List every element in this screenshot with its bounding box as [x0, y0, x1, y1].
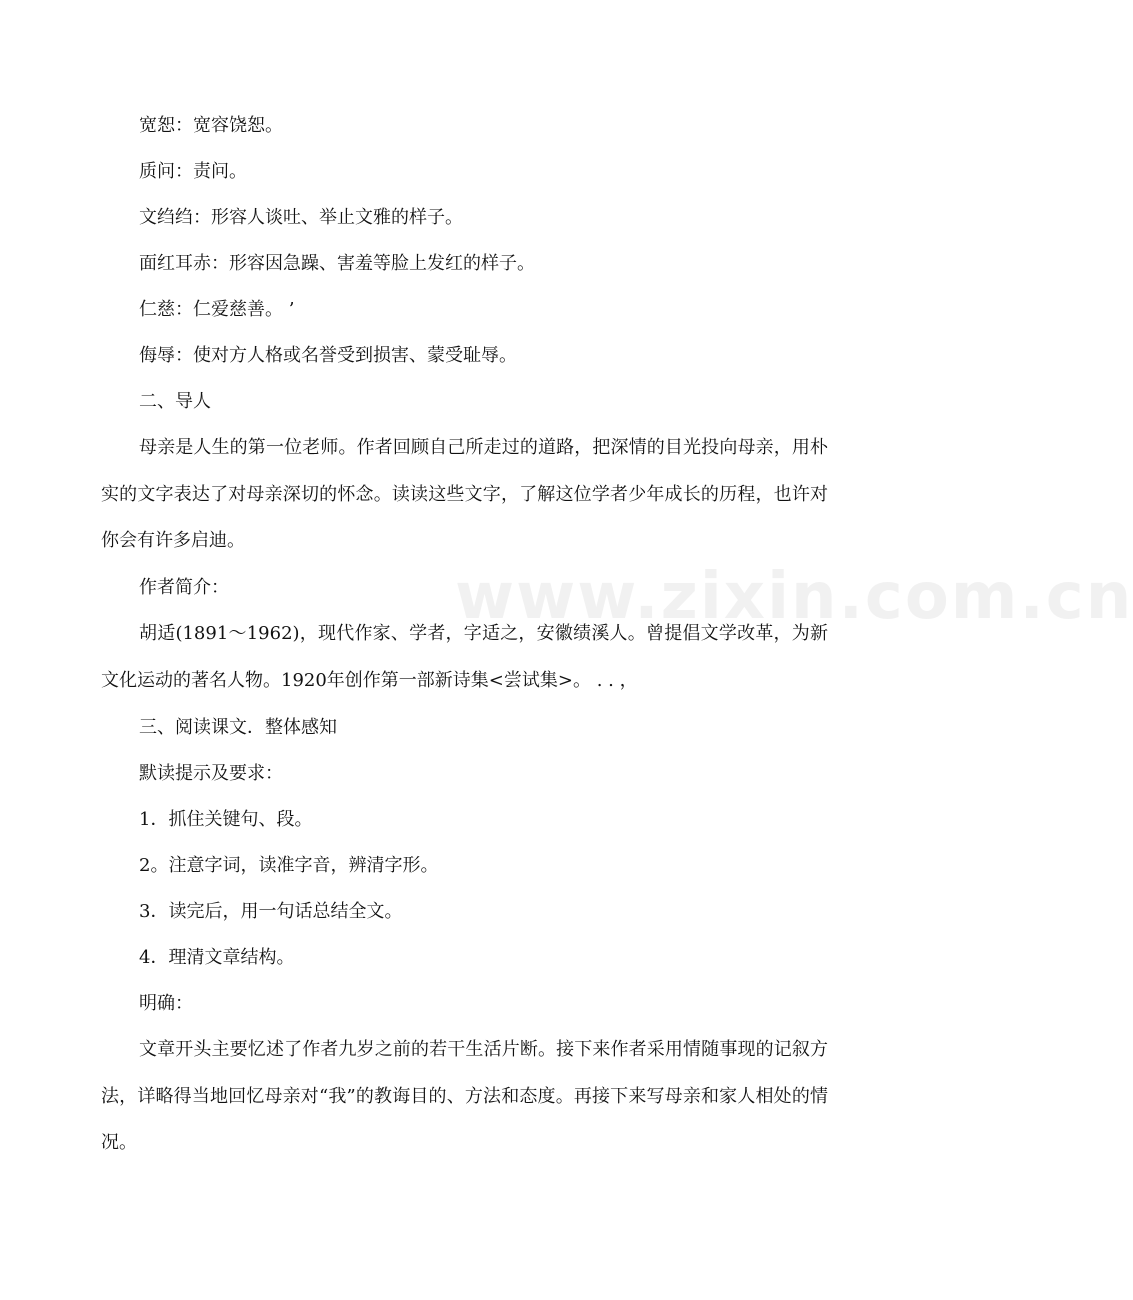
clarify-heading: 明确：: [139, 993, 193, 1014]
section-heading-reading: 三、阅读课文．整体感知: [139, 717, 337, 738]
intro-paragraph: 母亲是人生的第一位老师。作者回顾自己所走过的道路，把深情的目光投向母亲，用朴实的文字表达了对母亲深切的怀念。读读这些文字，了解这位学者少年成长的历程，也许对你会有许多启迪。: [101, 437, 828, 551]
reading-item-2: 2。注意字词，读准字音，辨清字形。: [139, 855, 439, 876]
watermark: www.zixin.com.cn: [455, 560, 1133, 634]
vocab-line-mianhongerchi: 面红耳赤：形容因急躁、害羞等脸上发红的样子。: [139, 253, 535, 274]
author-heading: 作者简介：: [139, 577, 229, 598]
vocab-line-kuanshu: 宽恕：宽容饶恕。: [139, 115, 283, 136]
vocab-line-wuru: 侮辱：使对方人格或名誉受到损害、蒙受耻辱。: [139, 345, 517, 366]
section-heading-intro: 二、导人: [139, 391, 211, 412]
reading-requirements-heading: 默读提示及要求：: [139, 763, 283, 784]
vocab-line-wenzhouzhou: 文绉绉：形容人谈吐、举止文雅的样子。: [139, 207, 463, 228]
reading-item-1: 1．抓住关键句、段。: [139, 809, 313, 830]
author-paragraph: 胡适(1891～1962)，现代作家、学者，字适之，安徽绩溪人。曾提倡文学改革，为新文化运动的著名人物。1920年创作第一部新诗集<尝试集>。 . . ，: [101, 623, 828, 691]
reading-item-3: 3．读完后，用一句话总结全文。: [139, 901, 403, 922]
vocab-line-zhiwen: 质问：责问。: [139, 161, 247, 182]
clarify-paragraph: 文章开头主要忆述了作者九岁之前的若干生活片断。接下来作者采用情随事现的记叙方法，详略得当地回忆母亲对“我”的教诲目的、方法和态度。再接下来写母亲和家人相处的情况。: [101, 1039, 828, 1153]
reading-item-4: 4．理清文章结构。: [139, 947, 295, 968]
vocab-line-renci: 仁慈：仁爱慈善。 ’: [139, 299, 295, 320]
